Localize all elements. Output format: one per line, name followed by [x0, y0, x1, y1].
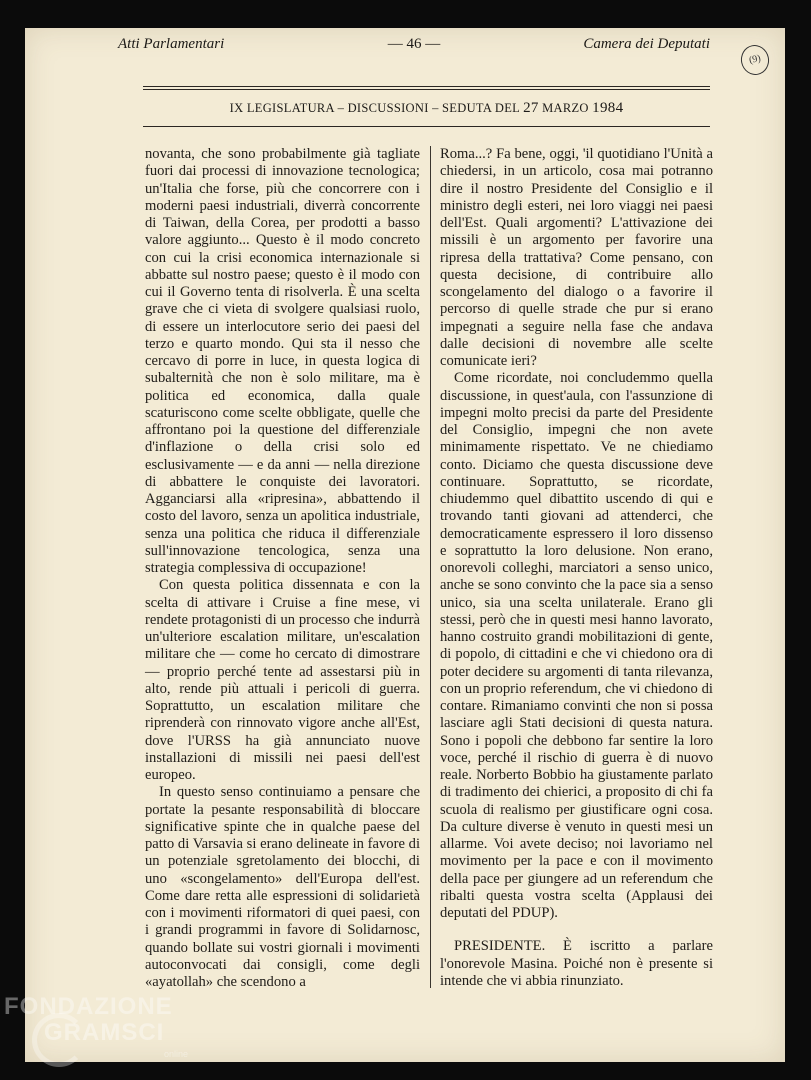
archive-stamp: (9) — [738, 42, 772, 77]
paragraph: Roma...? Fa bene, oggi, 'il quotidiano l'Unità a chiedersi, in un articolo, cosa mai potranno dire il nostro Presidente del Consiglio e il ministro degli esteri, nei loro viaggi nei paesi dell'Est. Quali argomenti? L'attivazione dei missili è un argomento per favorire una ripresa della trattativa? Come pensano, con questa decisione, di contribuire allo scongelamento del dialogo o a favorire il percorso di quelle strade che pur si erano impegnati a seguire nella fase che andava dalle decisioni di novembre alle scelte comunicate ieri? — [440, 146, 713, 369]
right-column — [440, 146, 713, 990]
session-subheader — [143, 100, 710, 117]
watermark-line3: online — [164, 1049, 189, 1059]
left-column — [145, 146, 420, 991]
session-year: 1984 — [592, 100, 624, 116]
paragraph: Come ricordate, noi concludemmo quella discussione, in quest'aula, con l'assunzione di impegni molto precisi da parte del Presidente del Consiglio, impegni che non avete minimamente rispettato. Ve ne chiediamo conto. Diciamo che questa discussione deve continuare. Soprattutto, se ricordate, chiudemmo quel dibattito uscendo di qui e trovando tanti giovani ad attenderci, che democraticamente espressero il loro dissenso e soprattutto la loro delusione. Non erano, onorevoli colleghi, marciatori a senso unico, anche se sono convinto che la pace sia a senso unico, sia una scelta unilaterale. Erano gli stessi, però che in questi mesi hanno lavorato, hanno costruito grandi mobilitazioni di gente, di popolo, di cittadini e che vi chiedono ora di poter decidere su argomenti di tanta rilevanza, con un proprio referendum, che vi chiedono di contare. Rimaniamo convinti che non si possa lasciare agli Stati decisioni di questa natura. Sono i popoli che debbono far sentire la loro voce, perché il rischio di guerra è di nuovo reale. Norberto Bobbio ha giustamente parlato di tradimento dei chierici, a proposito di chi fa scuola di realismo per giustificare ogni cosa. Da culture diverse è venuto in questi mesi un allarme. Voi avete deciso; noi lavoriamo nel movimento per la pace e con il movimento della pace per giungere ad un referendum che ribalti questa vostra scelta (Applausi dei deputati del PDUP). — [440, 370, 713, 921]
session-prefix: IX LEGISLATURA – DISCUSSIONI – SEDUTA DEL — [229, 101, 524, 115]
paragraph: novanta, che sono probabilmente già tagliate fuori dai processi di innovazione tecnologica; un'Italia che forse, più che concorrere con i moderni paesi industriali, diverrà concorrente di Taiwan, della Corea, per prodotti a basso valore aggiunto... Questo è il modo concreto con cui la crisi economica internazionale si abbatte sul nostro paese; questo è il modo con cui il Governo tenta di risolverla. È una scelta grave che ci vieta di svolgere qualsiasi ruolo, di essere un interlocutore serio dei paesi del terzo e quarto mondo. Qui sta il nesso che cercavo di porre in luce, in questa logica di subalternità che non è solo militare, ma è politica ed economica, dalla quale scaturiscono come scelte obbligate, quelle che affrontano poi la questione del differenziale d'inflazione o della crisi solo ed esclusivamente — e da anni — nella direzione di abbattere le conquiste dei lavoratori. Agganciarsi alla «ripresina», abbattendo il costo del lavoro, senza un apolitica industriale, senza una politica che riduca il differenziale sull'innovazione tencologica, senza una strategia complessiva di occupazione! — [145, 146, 420, 576]
header-rule — [143, 86, 710, 87]
session-month: MARZO — [538, 101, 593, 115]
watermark-logo — [4, 993, 204, 1073]
watermark-line1: FONDAZIONE — [4, 993, 173, 1020]
header-chamber: Camera dei Deputati — [583, 36, 710, 52]
paragraph: Con questa politica dissennata e con la scelta di attivare i Cruise a fine mese, vi rendete protagonisti di un processo che indurrà un'ulteriore escalation militare, un'escalation militare che — come ho cercato di dimostrare — proprio perché tente ad assestarsi più in alto, rende più attuali i pericoli di guerra. Soprattutto, un escalation militare che riprenderà con rinnovato vigore anche all'Est, dove l'URSS ha già annunciato nuove installazioni di missili nei paesi dell'est europeo. — [145, 577, 420, 783]
column-divider — [430, 146, 431, 988]
page-number: — 46 — — [387, 36, 441, 52]
header-publication: Atti Parlamentari — [118, 36, 225, 52]
paragraph: In questo senso continuiamo a pensare che portate la pesante responsabilità di bloccare significative spinte che in qualche paese del patto di Varsavia si erano delineate in favore di un potenziale sgretolamento dei blocchi, di uno «scongelamento» dell'Europa dell'est. Come dare retta alle espressioni di solidarietà con i movimenti riformatori di quei paesi, con i grandi programmi in favore di Solidarnosc, quando bollate sui vostri giornali i movimenti autoconvocati dai consigli, come degli «ayatollah» che scendono a — [145, 784, 420, 990]
watermark-line2: GRAMSCI — [44, 1019, 165, 1046]
paragraph-presidente: PRESIDENTE. È iscritto a parlare l'onorevole Masina. Poiché non è presente si intende che vi abbia rinunziato. — [440, 938, 713, 989]
header-rule-double — [143, 89, 710, 90]
page-header — [118, 36, 710, 58]
session-day: 27 — [523, 100, 539, 116]
subheader-rule — [143, 126, 710, 127]
